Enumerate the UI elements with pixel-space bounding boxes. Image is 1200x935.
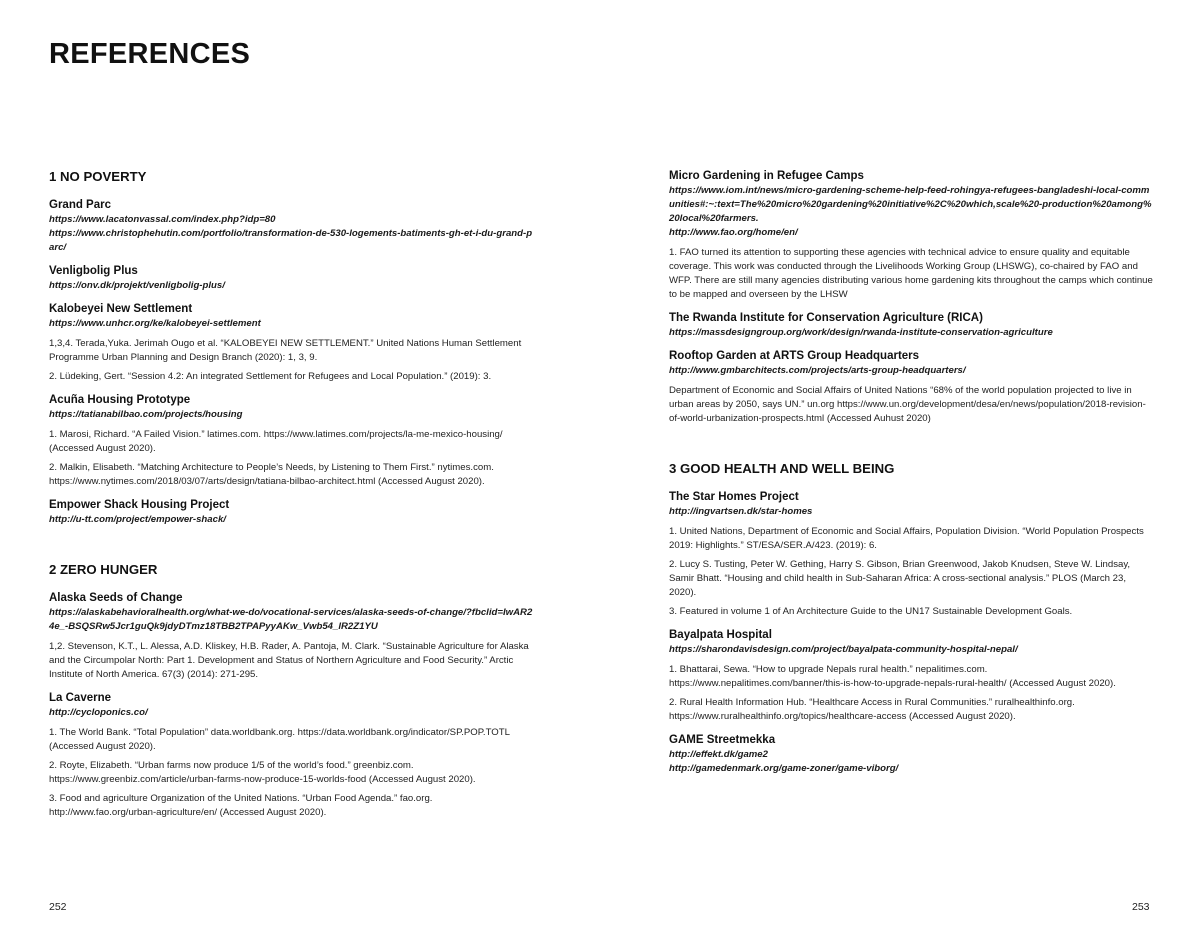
- reference-link[interactable]: http://u-tt.com/project/empower-shack/: [49, 514, 226, 525]
- page-number-left: 252: [49, 901, 67, 913]
- reference-entry: [669, 169, 1154, 302]
- reference-entry: [669, 349, 1154, 426]
- citation-note: 2. Lüdeking, Gert. “Session 4.2: An integrated Settlement for Refugees and Local Population.” (2019): 3.: [49, 371, 492, 382]
- entry-title: Empower Shack Housing Project: [49, 499, 230, 511]
- entry-title: The Rwanda Institute for Conservation Agriculture (RICA): [669, 312, 983, 324]
- citation-note: 2. Rural Health Information Hub. “Healthcare Access in Rural Communities.” ruralhealthinfo.org. https://www.ruralhealthinfo.org/topics/healthcare-access (Accessed August 2020).: [669, 697, 1075, 722]
- citation-note: 1. Bhattarai, Sewa. “How to upgrade Nepals rural health.” nepalitimes.com. https://www.nepalitimes.com/banner/this-is-how-to-upgrade-nepals-rural-health/ (Accessed August 2020).: [669, 664, 1116, 689]
- reference-entry: [669, 490, 1154, 619]
- reference-link[interactable]: https://sharondavisdesign.com/project/bayalpata-community-hospital-nepal/: [669, 644, 1018, 655]
- citation-note: 1. United Nations, Department of Economic and Social Affairs, Population Division. “World Population Prospects 2019: Highlights.” ST/ESA/SER.A/423. (2019): 6.: [669, 526, 1144, 551]
- section-heading: 2 ZERO HUNGER: [49, 562, 158, 577]
- reference-link[interactable]: http://ingvartsen.dk/star-homes: [669, 506, 813, 517]
- reference-link[interactable]: https://tatianabilbao.com/projects/housing: [49, 409, 243, 420]
- entry-title: Kalobeyei New Settlement: [49, 303, 193, 315]
- entry-title: Alaska Seeds of Change: [49, 592, 183, 604]
- citation-note: 1. Marosi, Richard. “A Failed Vision.” latimes.com. https://www.latimes.com/projects/la-me-mexico-housing/ (Accessed August 2020).: [49, 429, 503, 454]
- reference-link[interactable]: http://effekt.dk/game2: [669, 749, 768, 760]
- reference-link[interactable]: https://onv.dk/projekt/venligbolig-plus/: [49, 280, 225, 291]
- citation-note: 2. Malkin, Elisabeth. “Matching Architecture to People’s Needs, by Listening to Them First.” nytimes.com. https://www.nytimes.com/2018/03/07/arts/design/tatiana-bilbao-architect.html (Accessed August 2020).: [49, 462, 494, 487]
- section-heading: 1 NO POVERTY: [49, 169, 147, 184]
- citation-note: 1. The World Bank. “Total Population” data.worldbank.org. https://data.worldbank.org/indicator/SP.POP.TOTL (Accessed August 2020).: [49, 727, 510, 752]
- reference-entry: [669, 311, 1154, 340]
- reference-link[interactable]: https://alaskabehavioralhealth.org/what-we-do/vocational-services/alaska-seeds-of-change/?fbclid=IwAR24e_-BSQSRw5Jcr1guQk9jdyDTmz18TBB2TPAPyyAKw_Vwb54_lR2Z1YU: [49, 607, 533, 632]
- reference-entry: [49, 498, 534, 527]
- page-title: REFERENCES: [49, 38, 251, 70]
- right-column: [669, 169, 1154, 785]
- citation-note: 1,2. Stevenson, K.T., L. Alessa, A.D. Kliskey, H.B. Rader, A. Pantoja, M. Clark. “Sustainable Agriculture for Alaska and the Circumpolar North: Part 1. Development and Status of Northern Agriculture and Food Security.” Arctic Institute of North America. 67(3) (2014): 271-295.: [49, 641, 529, 680]
- citation-note: 2. Lucy S. Tusting, Peter W. Gething, Harry S. Gibson, Brian Greenwood, Jakob Knudsen, Steve W. Lindsay, Samir Bhatt. “Housing and child health in Sub-Saharan Africa: A cross-sectional analysis.” PLOS (March 23, 2020).: [669, 559, 1131, 598]
- reference-link[interactable]: http://www.fao.org/home/en/: [669, 227, 798, 238]
- reference-entry: [49, 198, 534, 255]
- reference-entry: [669, 733, 1154, 776]
- reference-link[interactable]: https://www.iom.int/news/micro-gardening-scheme-help-feed-rohingya-refugees-bangladeshi-local-communities#:~:text=The%20micro%20gardening%20initiative%2C%20which,scale%20-production%20among%20local%20farmers.: [669, 185, 1152, 224]
- citation-note: 3. Featured in volume 1 of An Architecture Guide to the UN17 Sustainable Development Goals.: [669, 606, 1073, 617]
- reference-link[interactable]: https://massdesigngroup.org/work/design/rwanda-institute-conservation-agriculture: [669, 327, 1053, 338]
- entry-title: GAME Streetmekka: [669, 734, 776, 746]
- reference-link[interactable]: http://gamedenmark.org/game-zoner/game-viborg/: [669, 763, 899, 774]
- entry-title: Acuña Housing Prototype: [49, 394, 191, 406]
- reference-entry: [49, 691, 534, 820]
- entry-title: Bayalpata Hospital: [669, 629, 772, 641]
- reference-link[interactable]: http://www.gmbarchitects.com/projects/arts-group-headquarters/: [669, 365, 966, 376]
- entry-title: Rooftop Garden at ARTS Group Headquarters: [669, 350, 920, 362]
- left-column: [49, 168, 534, 829]
- citation-note: 1. FAO turned its attention to supporting these agencies with technical advice to ensure quality and equitable coverage. This work was conducted through the Livelihoods Working Group (LHSWG), co-chaired by FAO and WFP. There are still many agencies distributing various home gardening kits throughout the camps which continue to be mapped and overseen by the LHSW: [669, 247, 1153, 300]
- entry-title: Venligbolig Plus: [49, 265, 138, 277]
- citation-note: Department of Economic and Social Affairs of United Nations “68% of the world population projected to live in urban areas by 2050, says UN.” un.org https://www.un.org/development/desa/en/news/population/2018-revision-of-world-urbanization-prospects.html (Accessed Auhust 2020): [669, 385, 1146, 424]
- citation-note: 2. Royte, Elizabeth. “Urban farms now produce 1/5 of the world’s food.” greenbiz.com. https://www.greenbiz.com/article/urban-farms-now-produce-15-worlds-food (Accessed August 2020).: [49, 760, 476, 785]
- citation-note: 1,3,4. Terada,Yuka. Jerimah Ougo et al. “KALOBEYEI NEW SETTLEMENT.” United Nations Human Settlement Programme Urban Planning and Design Branch (2020): 1, 3, 9.: [49, 338, 522, 363]
- reference-entry: [49, 591, 534, 682]
- entry-title: Micro Gardening in Refugee Camps: [669, 170, 864, 182]
- reference-entry: [49, 302, 534, 384]
- page-number-right: 253: [1132, 901, 1150, 913]
- entry-title: Grand Parc: [49, 199, 111, 211]
- reference-link[interactable]: https://www.unhcr.org/ke/kalobeyei-settlement: [49, 318, 261, 329]
- entry-title: The Star Homes Project: [669, 491, 799, 503]
- section-heading: 3 GOOD HEALTH AND WELL BEING: [669, 461, 895, 476]
- reference-entry: [49, 264, 534, 293]
- reference-link[interactable]: https://www.lacatonvassal.com/index.php?idp=80: [49, 214, 276, 225]
- reference-link[interactable]: https://www.christophehutin.com/portfolio/transformation-de-530-logements-batiments-gh-et-i-du-grand-parc/: [49, 228, 533, 253]
- reference-entry: [669, 628, 1154, 724]
- citation-note: 3. Food and agriculture Organization of the United Nations. “Urban Food Agenda.” fao.org. http://www.fao.org/urban-agriculture/en/ (Accessed August 2020).: [49, 793, 433, 818]
- entry-title: La Caverne: [49, 692, 112, 704]
- reference-entry: [49, 393, 534, 489]
- reference-link[interactable]: http://cycloponics.co/: [49, 707, 148, 718]
